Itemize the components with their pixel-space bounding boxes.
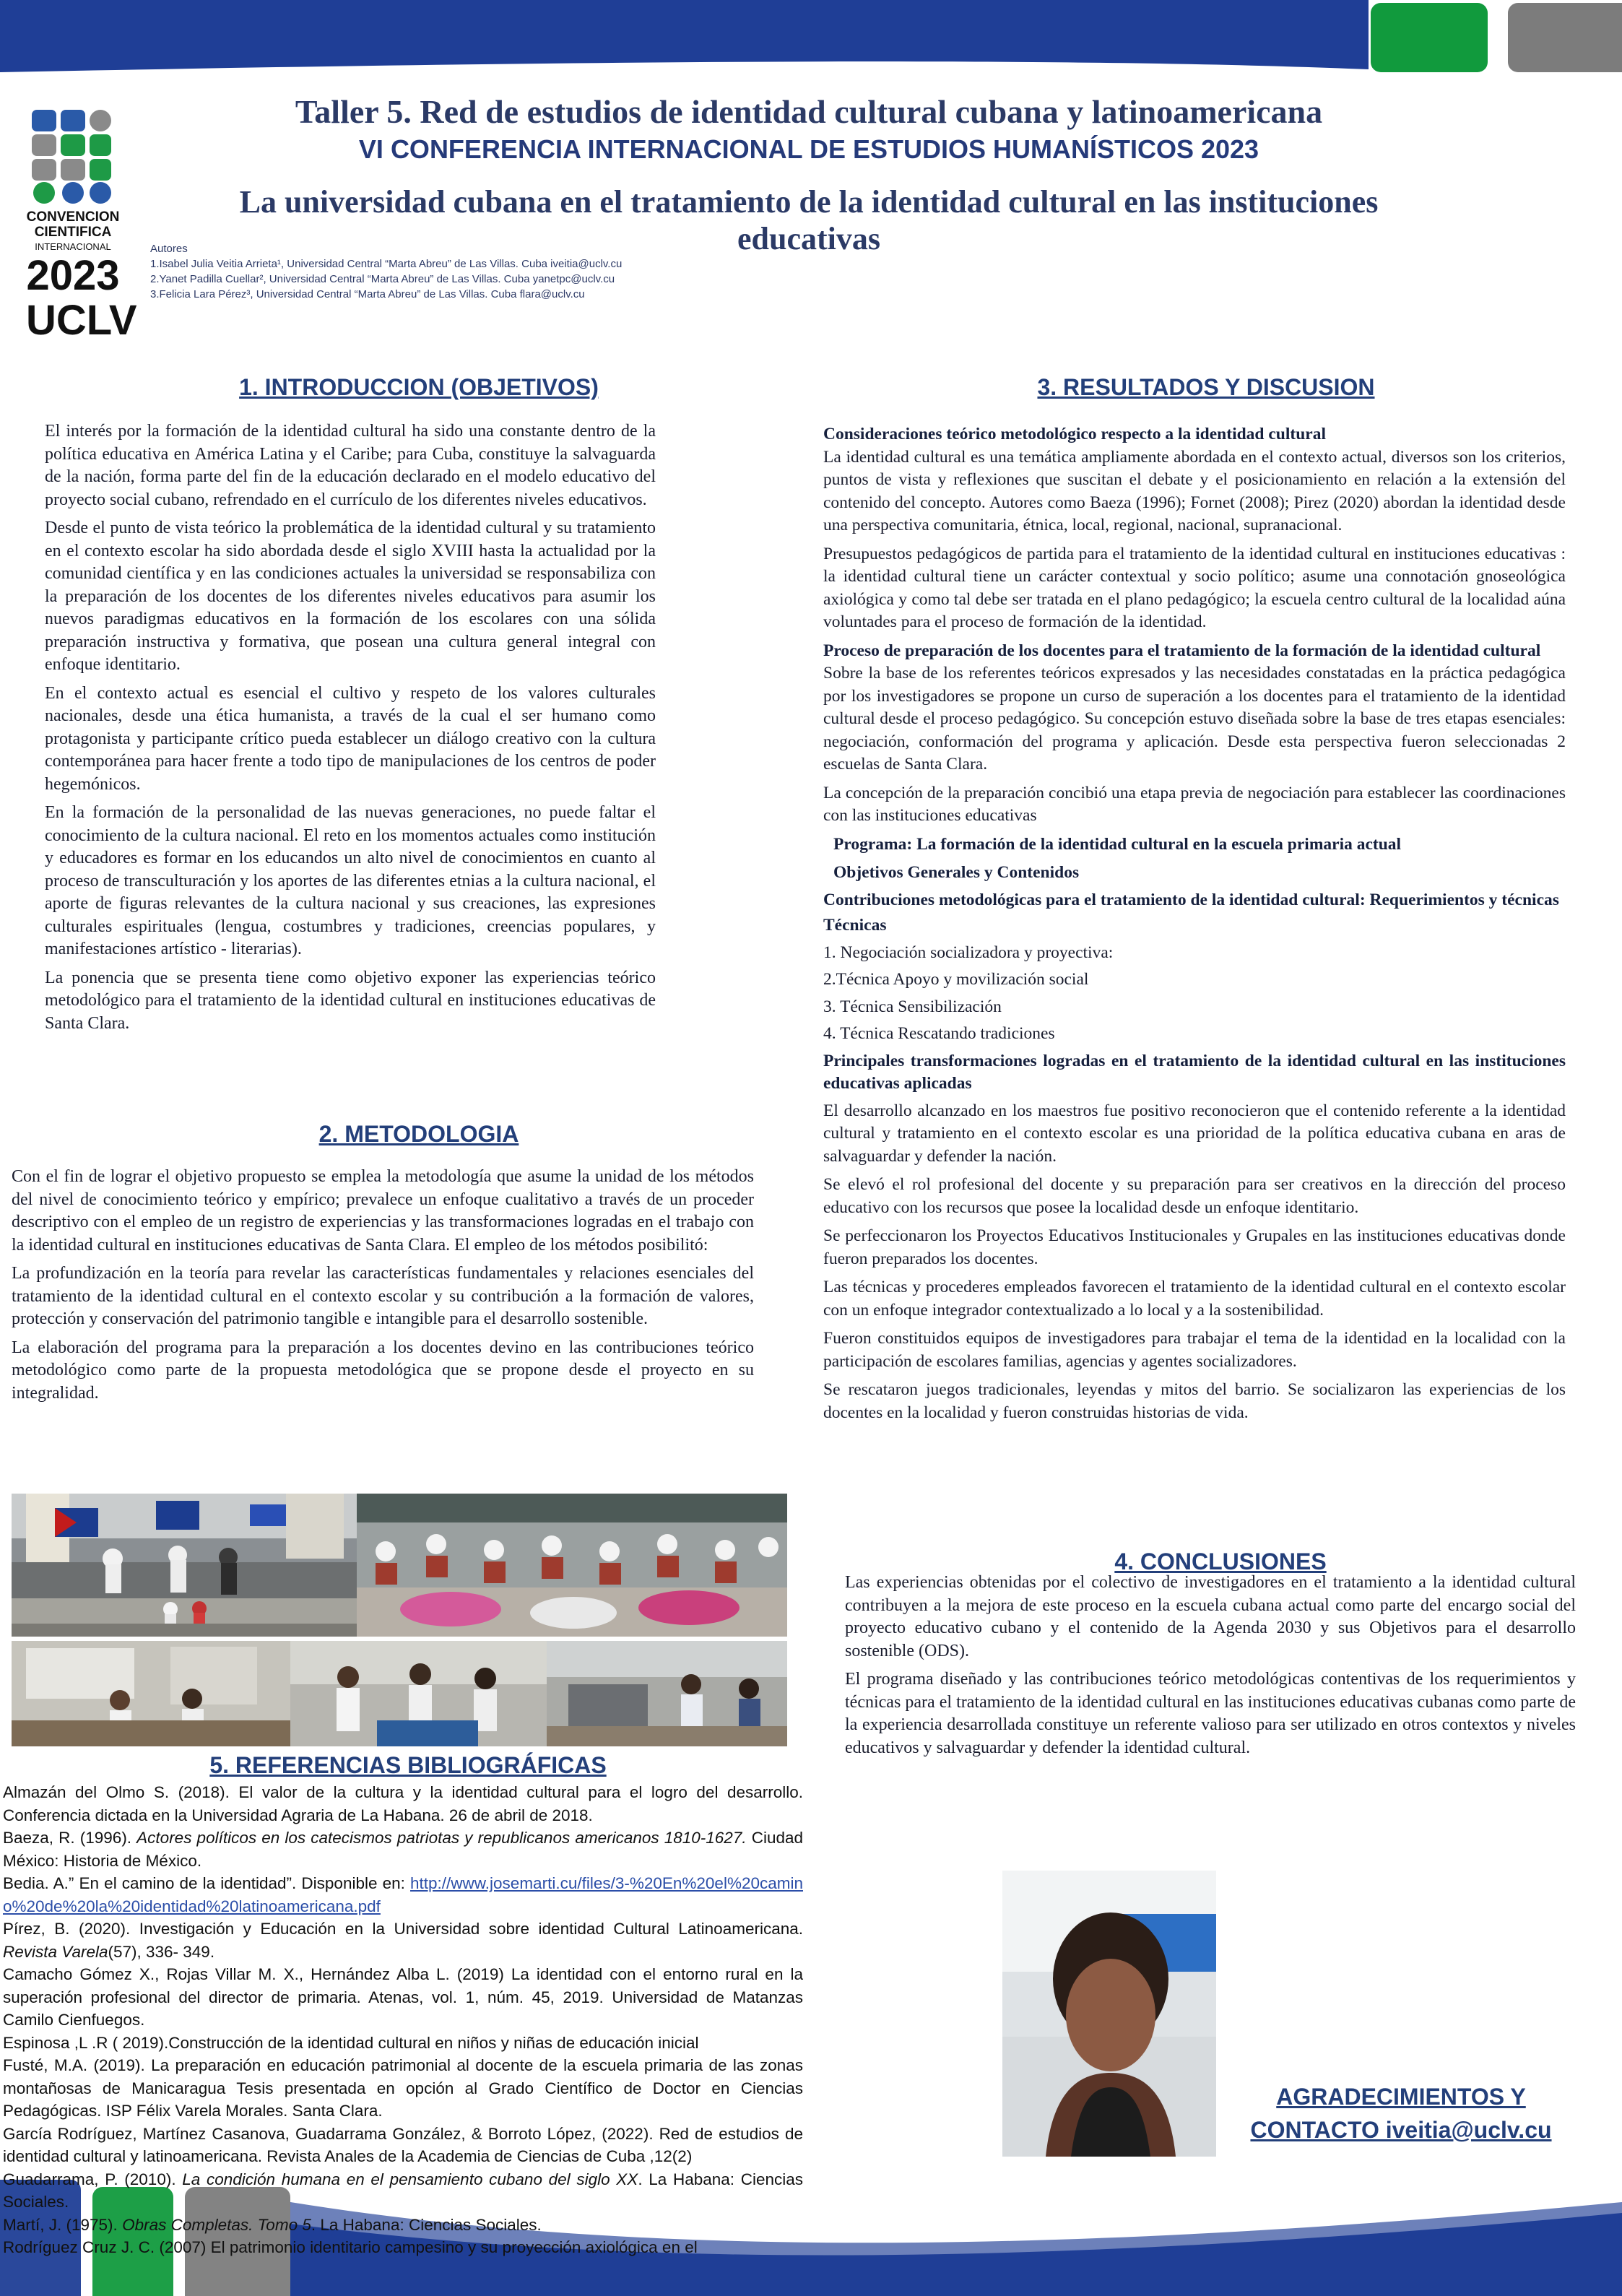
reference-item: Almazán del Olmo S. (2018). El valor de la cultura y la identidad cultural para el logro del desarrollo. Conferencia dictada en la Universidad Agraria de La Habana. 26 de abril de 2018.	[3, 1783, 803, 1824]
authors-block	[150, 241, 800, 302]
reference-item: Baeza, R. (1996). Actores políticos en los catecismos patriotas y republicanos americanos 1810-1627. Ciudad México: Historia de México.	[3, 1829, 804, 1870]
photo-workshop	[547, 1641, 787, 1746]
conference-title: VI CONFERENCIA INTERNACIONAL DE ESTUDIOS HUMANÍSTICOS 2023	[358, 134, 1259, 164]
header-green-tab	[1371, 3, 1488, 72]
results-subheading: Principales transformaciones logradas en el tratamiento de la identidad cultural en las instituciones educativas aplicadas	[823, 1051, 1566, 1093]
workshop-title: Taller 5. Red de estudios de identidad cultural cubana y latinoamericana	[295, 93, 1323, 130]
header-gray-tab	[1508, 3, 1622, 72]
author-portrait	[1002, 1871, 1216, 2157]
transformation-item: Se elevó el rol profesional del docente y su preparación para ser creativos en la dirección del proceso educativo con los recursos que posee la localidad desde un enfoque identitario.	[823, 1175, 1566, 1217]
results-heading: 3. RESULTADOS Y DISCUSION	[1037, 374, 1375, 400]
technique-item: 1. Negociación socializadora y proyectiva:	[823, 943, 1114, 962]
method-heading: 2. METODOLOGIA	[318, 1121, 519, 1147]
logo-mark	[29, 108, 116, 204]
results-body	[823, 423, 1566, 1430]
photo-students	[290, 1641, 547, 1746]
conclusions-heading: 4. CONCLUSIONES	[1114, 1548, 1327, 1574]
intro-paragraph: La ponencia que se presenta tiene como objetivo exponer las experiencias teórico metodológico para el tratamiento de la identidad cultural en instituciones educativas de Santa Clara.	[45, 968, 656, 1033]
reference-item: Espinosa ,L .R ( 2019).Construcción de la identidad cultural en niños y niñas de educación inicial	[3, 2033, 699, 2052]
results-subheading: Contribuciones metodológicas para el tratamiento de la identidad cultural: Requerimientos y técnicas	[823, 890, 1559, 909]
photo-parade	[12, 1494, 357, 1598]
convention-logo	[26, 108, 137, 344]
transformation-item: Se perfeccionaron los Proyectos Educativos Institucionales y Grupales en las instituciones educativas donde fueron preparados los docentes.	[823, 1226, 1566, 1268]
results-paragraph: La identidad cultural es una temática ampliamente abordada en el contexto actual, diversos son los criterios, puntos de vista y reflexiones que suscitan el debate y el posicionamiento en relación a la extensión del contenido del concepto. Autores como Baeza (1996); Fornet (2008); Pirez (2020) abordan la identidad desde una perspectiva comunitaria, étnica, local, regional, nacional, supranacional.	[823, 447, 1566, 534]
method-paragraph: La profundización en la teoría para revelar las características fundamentales y relaciones esenciales del tratamiento de la identidad cultural en el contexto escolar y su contribución a la formación de valores, protección y conservación del patrimonio tangible e intangible para el desarrollo sostenible.	[12, 1264, 754, 1328]
method-body	[12, 1166, 754, 1411]
reference-item: Bedia. A.” En el camino de la identidad”. Disponible en: http://www.josemarti.cu/files/3-%20En%20el%20camino%20de%20la%20identidad%20latinoamericana.pdf	[3, 1874, 803, 1915]
transformation-item: Fueron constituidos equipos de investigadores para trabajar el tema de la identidad en la localidad con la participación de escolares familias, agencias y agentes socializadores.	[823, 1329, 1566, 1371]
results-paragraph: La concepción de la preparación concibió una etapa previa de negociación para establecer las coordinaciones con las instituciones educativas	[823, 783, 1566, 825]
intro-paragraph: El interés por la formación de la identidad cultural ha sido una constante dentro de la política educativa en América Latina y el Caribe; para Cuba, constituye la salvaguarda de la nación, forma parte del fin de la educación declarado en el modelo educativo del proyecto social cubano, refrendado en el currículo de los diferentes niveles educativos.	[45, 422, 656, 509]
conclusions-body	[845, 1572, 1576, 1765]
references-heading: 5. REFERENCIAS BIBLIOGRÁFICAS	[209, 1752, 607, 1778]
technique-item: 3. Técnica Sensibilización	[823, 997, 1002, 1016]
logo-line1: CONVENCION	[26, 209, 120, 225]
results-paragraph: Sobre la base de los referentes teóricos expresados y las necesidades constatadas en la práctica pedagógica por los investigadores se propone un curso de superación a los docentes para el tratamiento de la identidad cultural desde el proceso pedagógico. Su concepción estuvo diseñada sobre la base de tres etapas esenciales: negociación, conformación del programa y aplicación. Desde esta perspectiva fueron seleccionadas 2 escuelas de Santa Clara.	[823, 664, 1566, 774]
logo-org: UCLV	[26, 297, 137, 344]
conclusions-paragraph: El programa diseñado y las contribuciones teórico metodológicas contentivas de los requerimientos y técnicas para el tratamiento de la identidad cultural en las instituciones educativas cubanas como parte de la experiencia desarrollada constituye un referente valioso para ser utilizado en otros contextos y niveles educativos y salvaguardar y defender la identidad cultural.	[845, 1670, 1576, 1757]
conclusions-paragraph: Las experiencias obtenidas por el colectivo de investigadores en el tratamiento a la identidad cultural contribuyen a la mejora de este proceso en la escuela cubana actual como parte del encargo social del proyecto educativo cubano y el contenido de la Agenda 2030 y sus Objetivos para el desarrollo sostenible (ODS).	[845, 1573, 1576, 1660]
logo-year: 2023	[26, 252, 120, 299]
intro-heading: 1. INTRODUCCION (OBJETIVOS)	[239, 374, 599, 400]
photo-children	[12, 1598, 357, 1637]
method-paragraph: Con el fin de lograr el objetivo propuesto se emplea la metodología que asume la unidad de los métodos del nivel de conocimiento teórico y empírico; prevalece un enfoque cualitativo a través de un proceder descriptivo con el empleo de un registro de experiencias y las transformaciones logradas en el trabajo con la identidad cultural en instituciones educativas de Santa Clara. El empleo de los métodos posibilitó:	[12, 1167, 754, 1255]
transformation-item: El desarrollo alcanzado en los maestros fue positivo reconocieron que el contenido referente a la identidad cultural y tratamiento en el contexto escolar es una prioridad de la política educativa cubana en aras de salvaguardar y defender la nación.	[823, 1101, 1566, 1166]
author-1: 1.Isabel Julia Veitia Arrieta¹, Universidad Central “Marta Abreu” de Las Villas. Cuba iveitia@uclv.cu	[150, 258, 623, 270]
results-subheading: Proceso de preparación de los docentes para el tratamiento de la formación de la identidad cultural	[823, 641, 1541, 660]
results-paragraph: Presupuestos pedagógicos de partida para el tratamiento de la identidad cultural en instituciones educativas : la identidad cultural tiene un carácter contextual y socio político; asume una connotación gnoseológica axiológica y como tal debe ser tratada en el plano pedagógico; la escuela centro cultural de la localidad aúna voluntades para el proceso de formación de la identidad.	[823, 544, 1566, 631]
reference-item: Camacho Gómez X., Rojas Villar M. X., Hernández Alba L. (2019) La identidad con el entorno rural en la superación profesional del director de primaria. Atenas, vol. 1, núm. 45, 2019. Universidad de Matanzas Camilo Cienfuegos.	[3, 1965, 803, 2029]
reference-link[interactable]: http://www.josemarti.cu/files/3-%20En%20el%20camino%20de%20la%20identidad%20latinoamericana.pdf	[3, 1874, 803, 1915]
contact-email[interactable]: CONTACTO iveitia@uclv.cu	[1250, 2117, 1552, 2143]
photo-classroom	[12, 1641, 290, 1746]
program-title: Programa: La formación de la identidad cultural en la escuela primaria actual	[833, 834, 1402, 854]
reference-item: Fusté, M.A. (2019). La preparación en educación patrimonial al docente de la escuela primaria de las zonas montañosas de Manicaragua Tesis presentada en opción al Grado Científico de Doctor en Ciencias Pedagógicas. ISP Félix Varela Morales. Santa Clara.	[3, 2056, 803, 2120]
reference-item: Rodríguez Cruz J. C. (2007) El patrimonio identitario campesino y su proyección axiológica en el	[3, 2238, 698, 2256]
reference-item: Martí, J. (1975). Obras Completas. Tomo 5. La Habana: Ciencias Sociales.	[3, 2215, 542, 2234]
transformation-item: Las técnicas y procederes empleados favorecen el tratamiento de la identidad cultural en el contexto escolar con un enfoque integrador contextualizado a lo local y a la sostenibilidad.	[823, 1278, 1566, 1320]
intro-paragraph: En el contexto actual es esencial el cultivo y respeto de los valores culturales nacionales, desde una ética humanista, a través de la cual el ser humano como protagonista y participante crítico pueda establecer un diálogo creativo con la cultura contemporánea para hacer frente a todo tipo de manipulaciones de los centros de poder hegemónicos.	[45, 683, 656, 794]
author-3: 3.Felicia Lara Pérez³, Universidad Central “Marta Abreu” de Las Villas. Cuba flara@uclv.cu	[150, 288, 585, 300]
intro-paragraph: Desde el punto de vista teórico la problemática de la identidad cultural y su tratamiento en el contexto escolar ha sido abordada desde el siglo XVIII hasta la actualidad por la comunidad científica y en las condiciones actuales la universidad se responsabiliza con la preparación de los docentes de los diferentes niveles educativos para asumir los nuevos paradigmas educativos en la formación de los escolares con una sólida preparación instructiva y formativa, que posean una cultura general integral con enfoque identitario.	[45, 519, 656, 674]
reference-item: Guadarrama, P. (2010). La condición humana en el pensamiento cubano del siglo XX. La Habana: Ciencias Sociales.	[3, 2170, 804, 2211]
photo-dancers	[357, 1494, 787, 1637]
techniques-heading: Técnicas	[823, 916, 887, 935]
logo-line3: INTERNACIONAL	[35, 241, 111, 252]
intro-paragraph: En la formación de la personalidad de las nuevas generaciones, no puede faltar el conocimiento de la cultura nacional. El reto en los momentos actuales como institución y educadores es formar en los educandos un alto nivel de conocimientos en cuanto al proceso de transculturación y los aportes de las diferentes etnias a la cultura nacional, el aporte de figuras relevantes de la cultura nacional y sus creaciones, las expresiones culturales espirituales (lengua, costumbres y tradiciones, creencias populares, y manifestaciones artístico - literarias).	[45, 803, 656, 958]
objectives-title: Objetivos Generales y Contenidos	[833, 863, 1080, 882]
paper-title: La universidad cubana en el tratamiento de la identidad cultural en las instituciones educativas	[239, 184, 1379, 256]
technique-item: 2.Técnica Apoyo y movilización social	[823, 970, 1089, 989]
authors-heading: Autores	[150, 243, 188, 255]
method-paragraph: La elaboración del programa para la preparación a los docentes devino en las contribuciones teórico metodológico como parte de la propuesta metodológica que se propone desde el proyecto en su integralidad.	[12, 1338, 754, 1403]
reference-item: Pírez, B. (2020). Investigación y Educación en la Universidad sobre identidad Cultural Latinoamericana. Revista Varela(57), 336- 349.	[3, 1920, 803, 1961]
technique-item: 4. Técnica Rescatando tradiciones	[823, 1024, 1055, 1043]
references-list	[3, 1781, 803, 2259]
results-subheading: Consideraciones teórico metodológico respecto a la identidad cultural	[823, 425, 1327, 443]
contact-block	[1228, 2080, 1574, 2146]
intro-body	[45, 420, 656, 1041]
transformation-item: Se rescataron juegos tradicionales, leyendas y mitos del barrio. Se socializaron las experiencias de los docentes en la localidad y fueron construidas historias de vida.	[823, 1380, 1566, 1422]
reference-item: García Rodríguez, Martínez Casanova, Guadarrama González, & Borroto López, (2022). Red de estudios de identidad cultural y latinoamericana. Revista Anales de la Academia de Ciencias de Cuba ,12(2)	[3, 2124, 803, 2165]
logo-line2: CIENTIFICA	[34, 225, 112, 240]
author-2: 2.Yanet Padilla Cuellar², Universidad Central “Marta Abreu” de Las Villas. Cuba yanetpc@uclv.cu	[150, 273, 615, 285]
contact-title: AGRADECIMIENTOS Y	[1276, 2084, 1526, 2110]
